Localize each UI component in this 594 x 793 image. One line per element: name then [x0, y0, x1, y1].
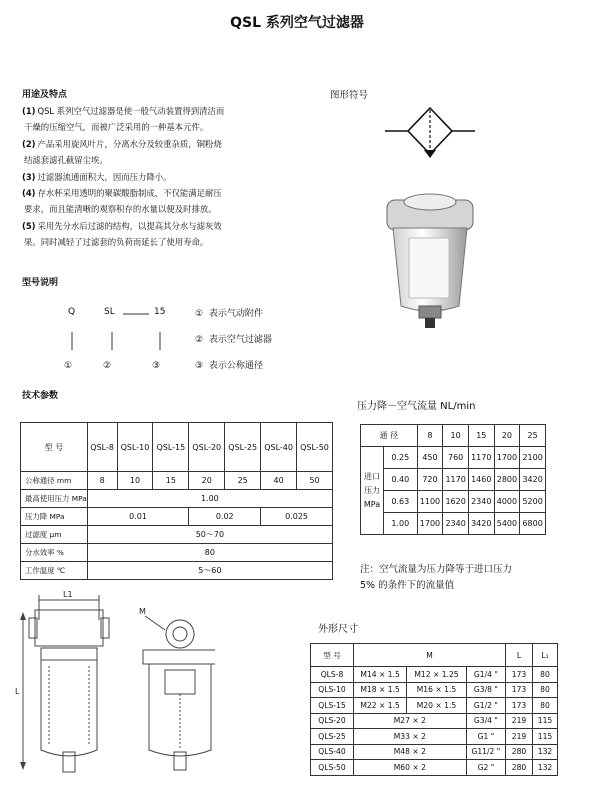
table-row: 1.00 1700 2340 3420 5400 6800 [361, 513, 546, 535]
usage-line: (2) 产品采用旋风叶片，分离水分及较重杂质，铜粉烧 [22, 138, 222, 149]
usage-line: (3) 过滤器流通面积大，因而压力降小。 [22, 171, 172, 182]
table-row: 最高使用压力 MPa 1.00 [21, 490, 333, 508]
flow-table [360, 424, 546, 535]
tech-heading: 技术参数 [22, 391, 59, 401]
model-code-q: Q [68, 307, 76, 317]
inlet-pressure-label: 进口 压力 MPa [361, 447, 384, 535]
usage-line: 要求，而且能清晰的观察积存的水量以便及时排放。 [24, 204, 217, 215]
model-code-sl: SL [104, 307, 115, 317]
l1-dimension-label: L1 [63, 590, 73, 599]
table-row: QLS-40 M48 × 2 G11/2 " 280 132 [311, 744, 558, 760]
technical-drawing [15, 590, 215, 790]
model-circle-1: ① [64, 361, 73, 371]
model-code-dash [123, 312, 151, 316]
table-row: 工作温度 ℃ 5～60 [21, 562, 333, 580]
table-row: QLS-20 M27 × 2 G3/4 " 219 115 [311, 713, 558, 729]
usage-line: 干燥的压缩空气，而被广泛采用的一种基本元件。 [24, 122, 209, 133]
table-row: 型 号 QSL-8 QSL-10 QSL-15 QSL-20 QSL-25 QSL-40 QSL-50 [21, 423, 333, 472]
table-row: 进口 压力 MPa 0.25 450 760 1170 1700 2100 [361, 447, 546, 469]
table-row: 0.63 1100 1620 2340 4000 5200 [361, 491, 546, 513]
flow-note: 注：空气流量为压力降等于进口压力 5% 的条件下的流量值 [360, 564, 513, 591]
table-row: 公称通径 mm 8 10 15 20 25 40 50 [21, 472, 333, 490]
table-row: QLS-15 M22 × 1.5 M20 × 1.5 G1/2 " 173 80 [311, 698, 558, 714]
flow-heading: 压力降－空气流量 NL/min [357, 401, 476, 412]
filter-product-image [375, 188, 485, 338]
legend-item: ① 表示气动附件 [195, 309, 263, 319]
l-dimension-label: L [15, 687, 20, 696]
legend-item: ② 表示空气过滤器 [195, 335, 272, 345]
tech-params-table [20, 422, 333, 580]
table-row: 分水效率 % 80 [21, 544, 333, 562]
table-row: QLS-25 M33 × 2 G1 " 219 115 [311, 729, 558, 745]
table-row: 过滤度 μm 50～70 [21, 526, 333, 544]
table-row: QLS-8 M14 × 1.5 M12 × 1.25 G1/4 " 173 80 [311, 667, 558, 683]
usage-paragraph [22, 103, 312, 251]
table-row: 压力降 MPa 0.01 0.02 0.025 [21, 508, 333, 526]
filter-symbol-icon [380, 100, 480, 164]
table-row: QLS-50 M60 × 2 G2 " 280 132 [311, 760, 558, 776]
usage-heading: 用途及特点 [22, 90, 68, 100]
table-row: QLS-10 M18 × 1.5 M16 × 1.5 G3/8 " 173 80 [311, 682, 558, 698]
table-row: 通 径 8 10 15 20 25 [361, 425, 546, 447]
dims-table [310, 643, 558, 776]
dims-heading: 外形尺寸 [318, 624, 358, 635]
model-heading: 型号说明 [22, 278, 59, 288]
symbol-heading: 图形符号 [330, 90, 369, 101]
usage-line: (1) QSL 系列空气过滤器是使一般气动装置得到清洁而 [22, 106, 225, 116]
m-dimension-label: M [139, 607, 146, 616]
usage-line: (5) 采用先分水后过滤的结构，以提高其分水与滤灰效 [22, 220, 222, 231]
table-row: 0.40 720 1170 1460 2800 3420 [361, 469, 546, 491]
usage-line: 果。同时减轻了过滤套的负荷而延长了使用寿命。 [24, 237, 209, 248]
usage-line: 结滤套滤孔截留尘埃。 [24, 155, 108, 166]
model-code-bars [60, 330, 170, 354]
usage-line: (4) 存水杯采用透明的聚碳酸脂制成，不仅能满足耐压 [22, 188, 222, 199]
legend-item: ③ 表示公称通径 [195, 361, 263, 371]
table-row: 型 号 M L L₁ [311, 644, 558, 667]
model-code-15: 15 [154, 307, 166, 317]
model-circle-3: ③ [152, 361, 161, 371]
model-circle-2: ② [103, 361, 112, 371]
page-title: QSL 系列空气过滤器 [230, 15, 364, 31]
